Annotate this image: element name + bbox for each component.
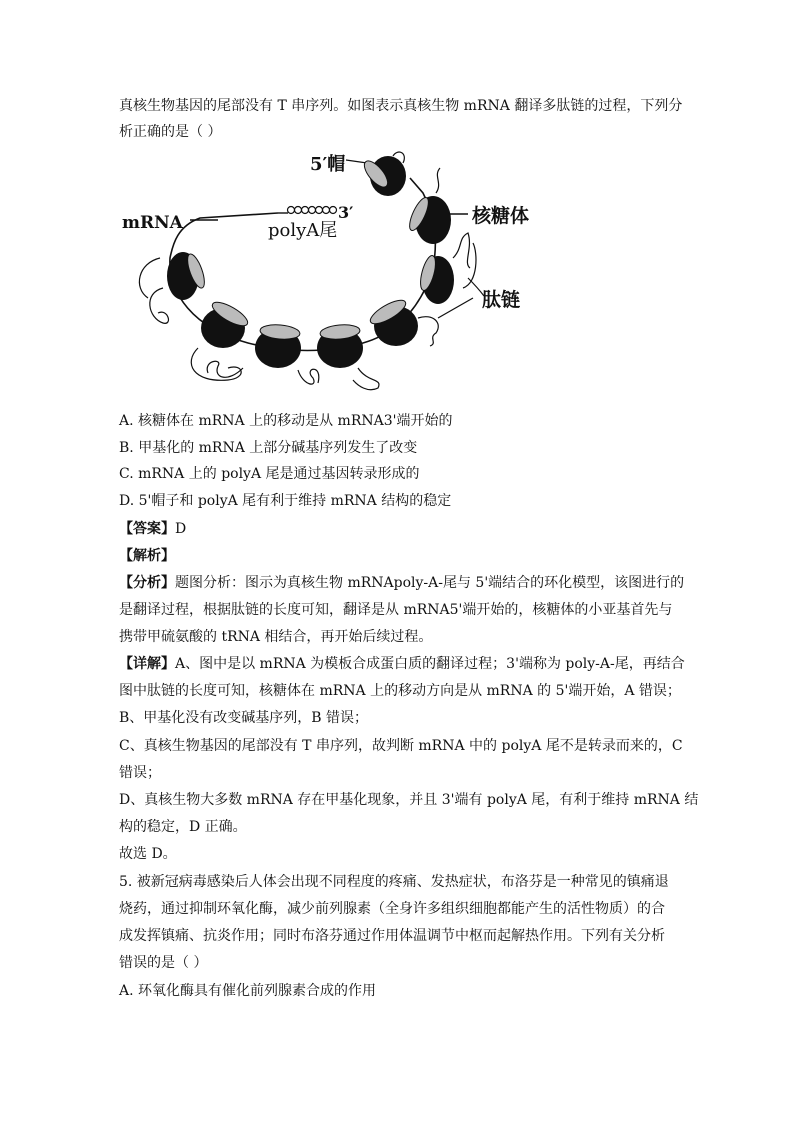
analysis-c-1: C、真核生物基因的尾部没有 T 串序列，故判断 mRNA 中的 polyA 尾不是转录而来的，C [119,738,683,754]
answer-value: D [175,521,187,537]
fenxi-line-1 [119,574,684,592]
answer-line [119,520,186,538]
ribosome-3 [418,254,454,304]
analysis-b: B、甲基化没有改变碱基序列，B 错误； [119,710,369,726]
question-stem-line-1: 真核生物基因的尾部没有 T 串序列。如图表示真核生物 mRNA 翻译多肽链的过程，下列分 [119,98,683,114]
q5-option-a: A. 环氧化酶具有催化前列腺素合成的作用 [119,983,377,999]
conclusion: 故选 D。 [119,846,177,862]
polya-label: polyA尾 [268,220,338,241]
analysis-d-1: D、真核生物大多数 mRNA 存在甲基化现象，并且 3'端有 polyA 尾，有利于维持 mRNA 结 [119,792,699,808]
translation-diagram [118,148,558,398]
ribosome-8 [167,252,208,300]
option-b: B. 甲基化的 mRNA 上部分碱基序列发生了改变 [119,440,418,456]
ribosome-7 [201,298,251,348]
analysis-heading: 【解析】 [119,548,175,564]
ribosome-5 [317,323,363,368]
q5-line-4: 错误的是（ ） [119,955,208,971]
question-stem-line-2: 析正确的是（ ） [119,124,222,140]
q5-line-3: 成发挥镇痛、抗炎作用；同时布洛芬通过作用体温调节中枢而起解热作用。下列有关分析 [119,928,665,944]
answer-label: 【答案】 [119,521,175,537]
xiangjie-line-1 [119,655,685,673]
option-d: D. 5'帽子和 polyA 尾有利于维持 mRNA 结构的稳定 [119,493,452,509]
polya-tail [288,207,337,214]
fenxi-text-1: 题图分析：图示为真核生物 mRNApoly-A-尾与 5'端结合的环化模型，该图进行的 [175,575,685,591]
q5-line-1: 5. 被新冠病毒感染后人体会出现不同程度的疼痛、发热症状，布洛芬是一种常见的镇痛退 [119,874,669,890]
fenxi-line-3: 携带甲硫氨酸的 tRNA 相结合，再开始后续过程。 [119,629,433,645]
q5-line-2: 烧药，通过抑制环氧化酶，减少前列腺素（全身许多组织细胞都能产生的活性物质）的合 [119,901,665,917]
analysis-d-2: 构的稳定，D 正确。 [119,819,247,835]
ribosome-2 [406,195,451,244]
fenxi-line-2: 是翻译过程，根据肽链的长度可知，翻译是从 mRNA5'端开始的，核糖体的小亚基首先与 [119,602,673,618]
option-c: C. mRNA 上的 polyA 尾是通过基因转录形成的 [119,466,420,482]
xiangjie-label: 【详解】 [119,656,175,672]
ribosome-1 [360,156,406,196]
ribosome-label: 核糖体 [472,205,530,227]
analysis-c-2: 错误； [119,765,161,781]
fenxi-label: 【分析】 [119,575,175,591]
ribosome-6 [255,323,301,368]
three-prime-label: 3′ [338,203,354,222]
peptide-label: 肽链 [482,289,521,311]
option-a: A. 核糖体在 mRNA 上的移动是从 mRNA3'端开始的 [119,413,453,429]
mrna-label: mRNA [122,213,183,233]
xiangjie-line-2: 图中肽链的长度可知，核糖体在 mRNA 上的移动方向是从 mRNA 的 5'端开始，A 错误； [119,683,681,699]
cap-label: 5′帽 [310,154,346,175]
xiangjie-text-1: A、图中是以 mRNA 为模板合成蛋白质的翻译过程；3'端称为 poly-A-尾，再结合 [175,656,685,672]
